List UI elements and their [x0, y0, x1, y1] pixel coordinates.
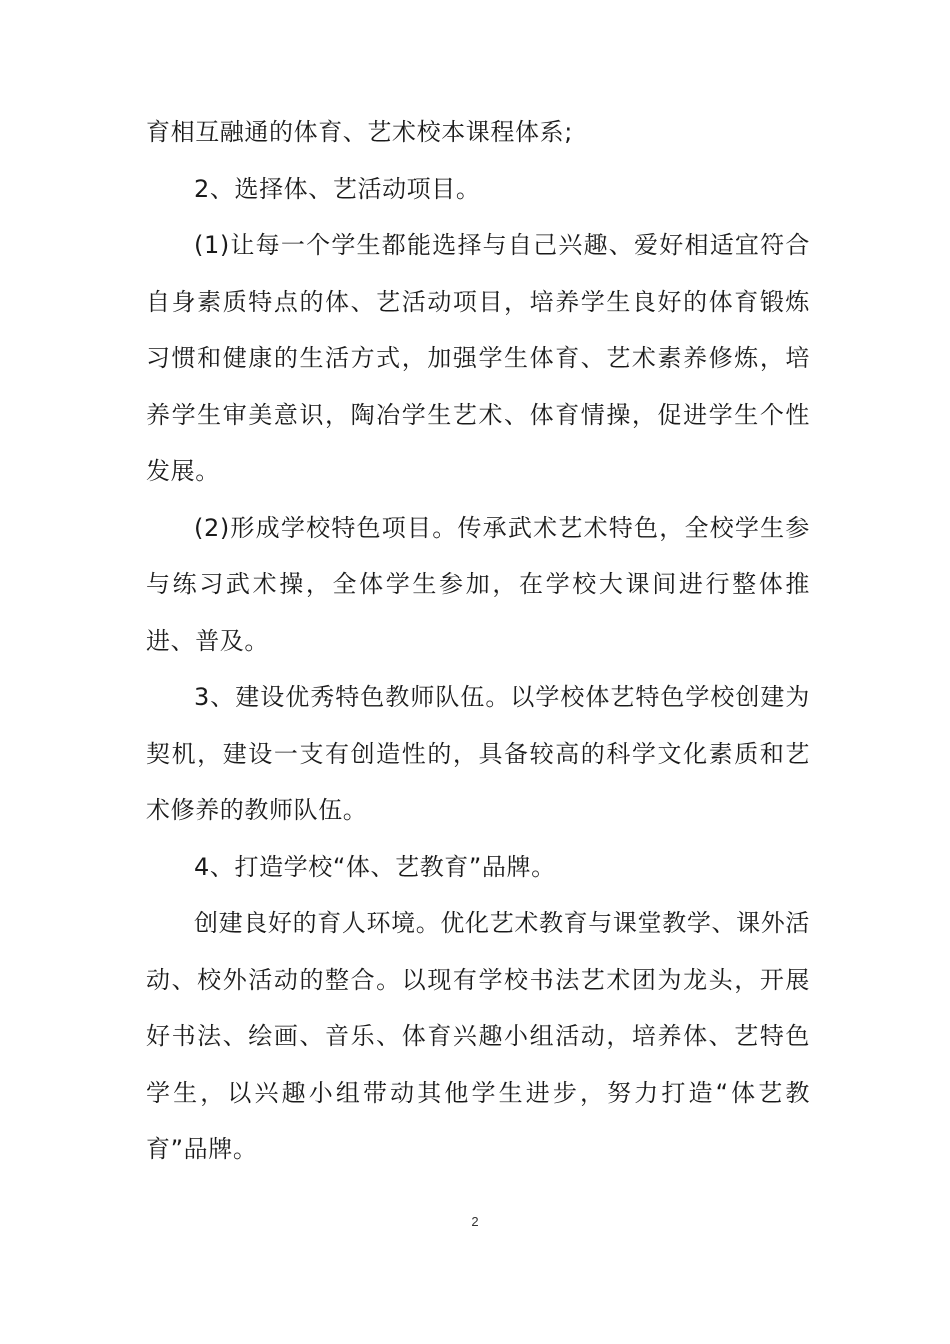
- paragraph-7: 创建良好的育人环境。优化艺术教育与课堂教学、课外活动、校外活动的整合。以现有学校书法艺术团为龙头，开展好书法、绘画、音乐、体育兴趣小组活动，培养体、艺特色学生，以兴趣小组带动其他学生进步，努力打造“体艺教育”品牌。: [146, 909, 810, 1163]
- paragraph-6: 4、打造学校“体、艺教育”品牌。: [194, 852, 556, 881]
- page-number: 2: [471, 1214, 479, 1229]
- paragraph-2: 2、选择体、艺活动项目。: [194, 174, 481, 203]
- paragraph-3: (1)让每一个学生都能选择与自己兴趣、爱好相适宜符合自身素质特点的体、艺活动项目，培养学生良好的体育锻炼习惯和健康的生活方式，加强学生体育、艺术素养修炼，培养学生审美意识，陶冶学生艺术、体育情操，促进学生个性发展。: [146, 231, 810, 485]
- paragraph-1: 育相互融通的体育、艺术校本课程体系;: [146, 118, 573, 146]
- paragraph-4: (2)形成学校特色项目。传承武术艺术特色，全校学生参与练习武术操，全体学生参加，在学校大课间进行整体推进、普及。: [146, 513, 810, 655]
- paragraph-5: 3、建设优秀特色教师队伍。以学校体艺特色学校创建为契机，建设一支有创造性的，具备较高的科学文化素质和艺术修养的教师队伍。: [146, 683, 810, 824]
- document-body: [146, 104, 810, 1178]
